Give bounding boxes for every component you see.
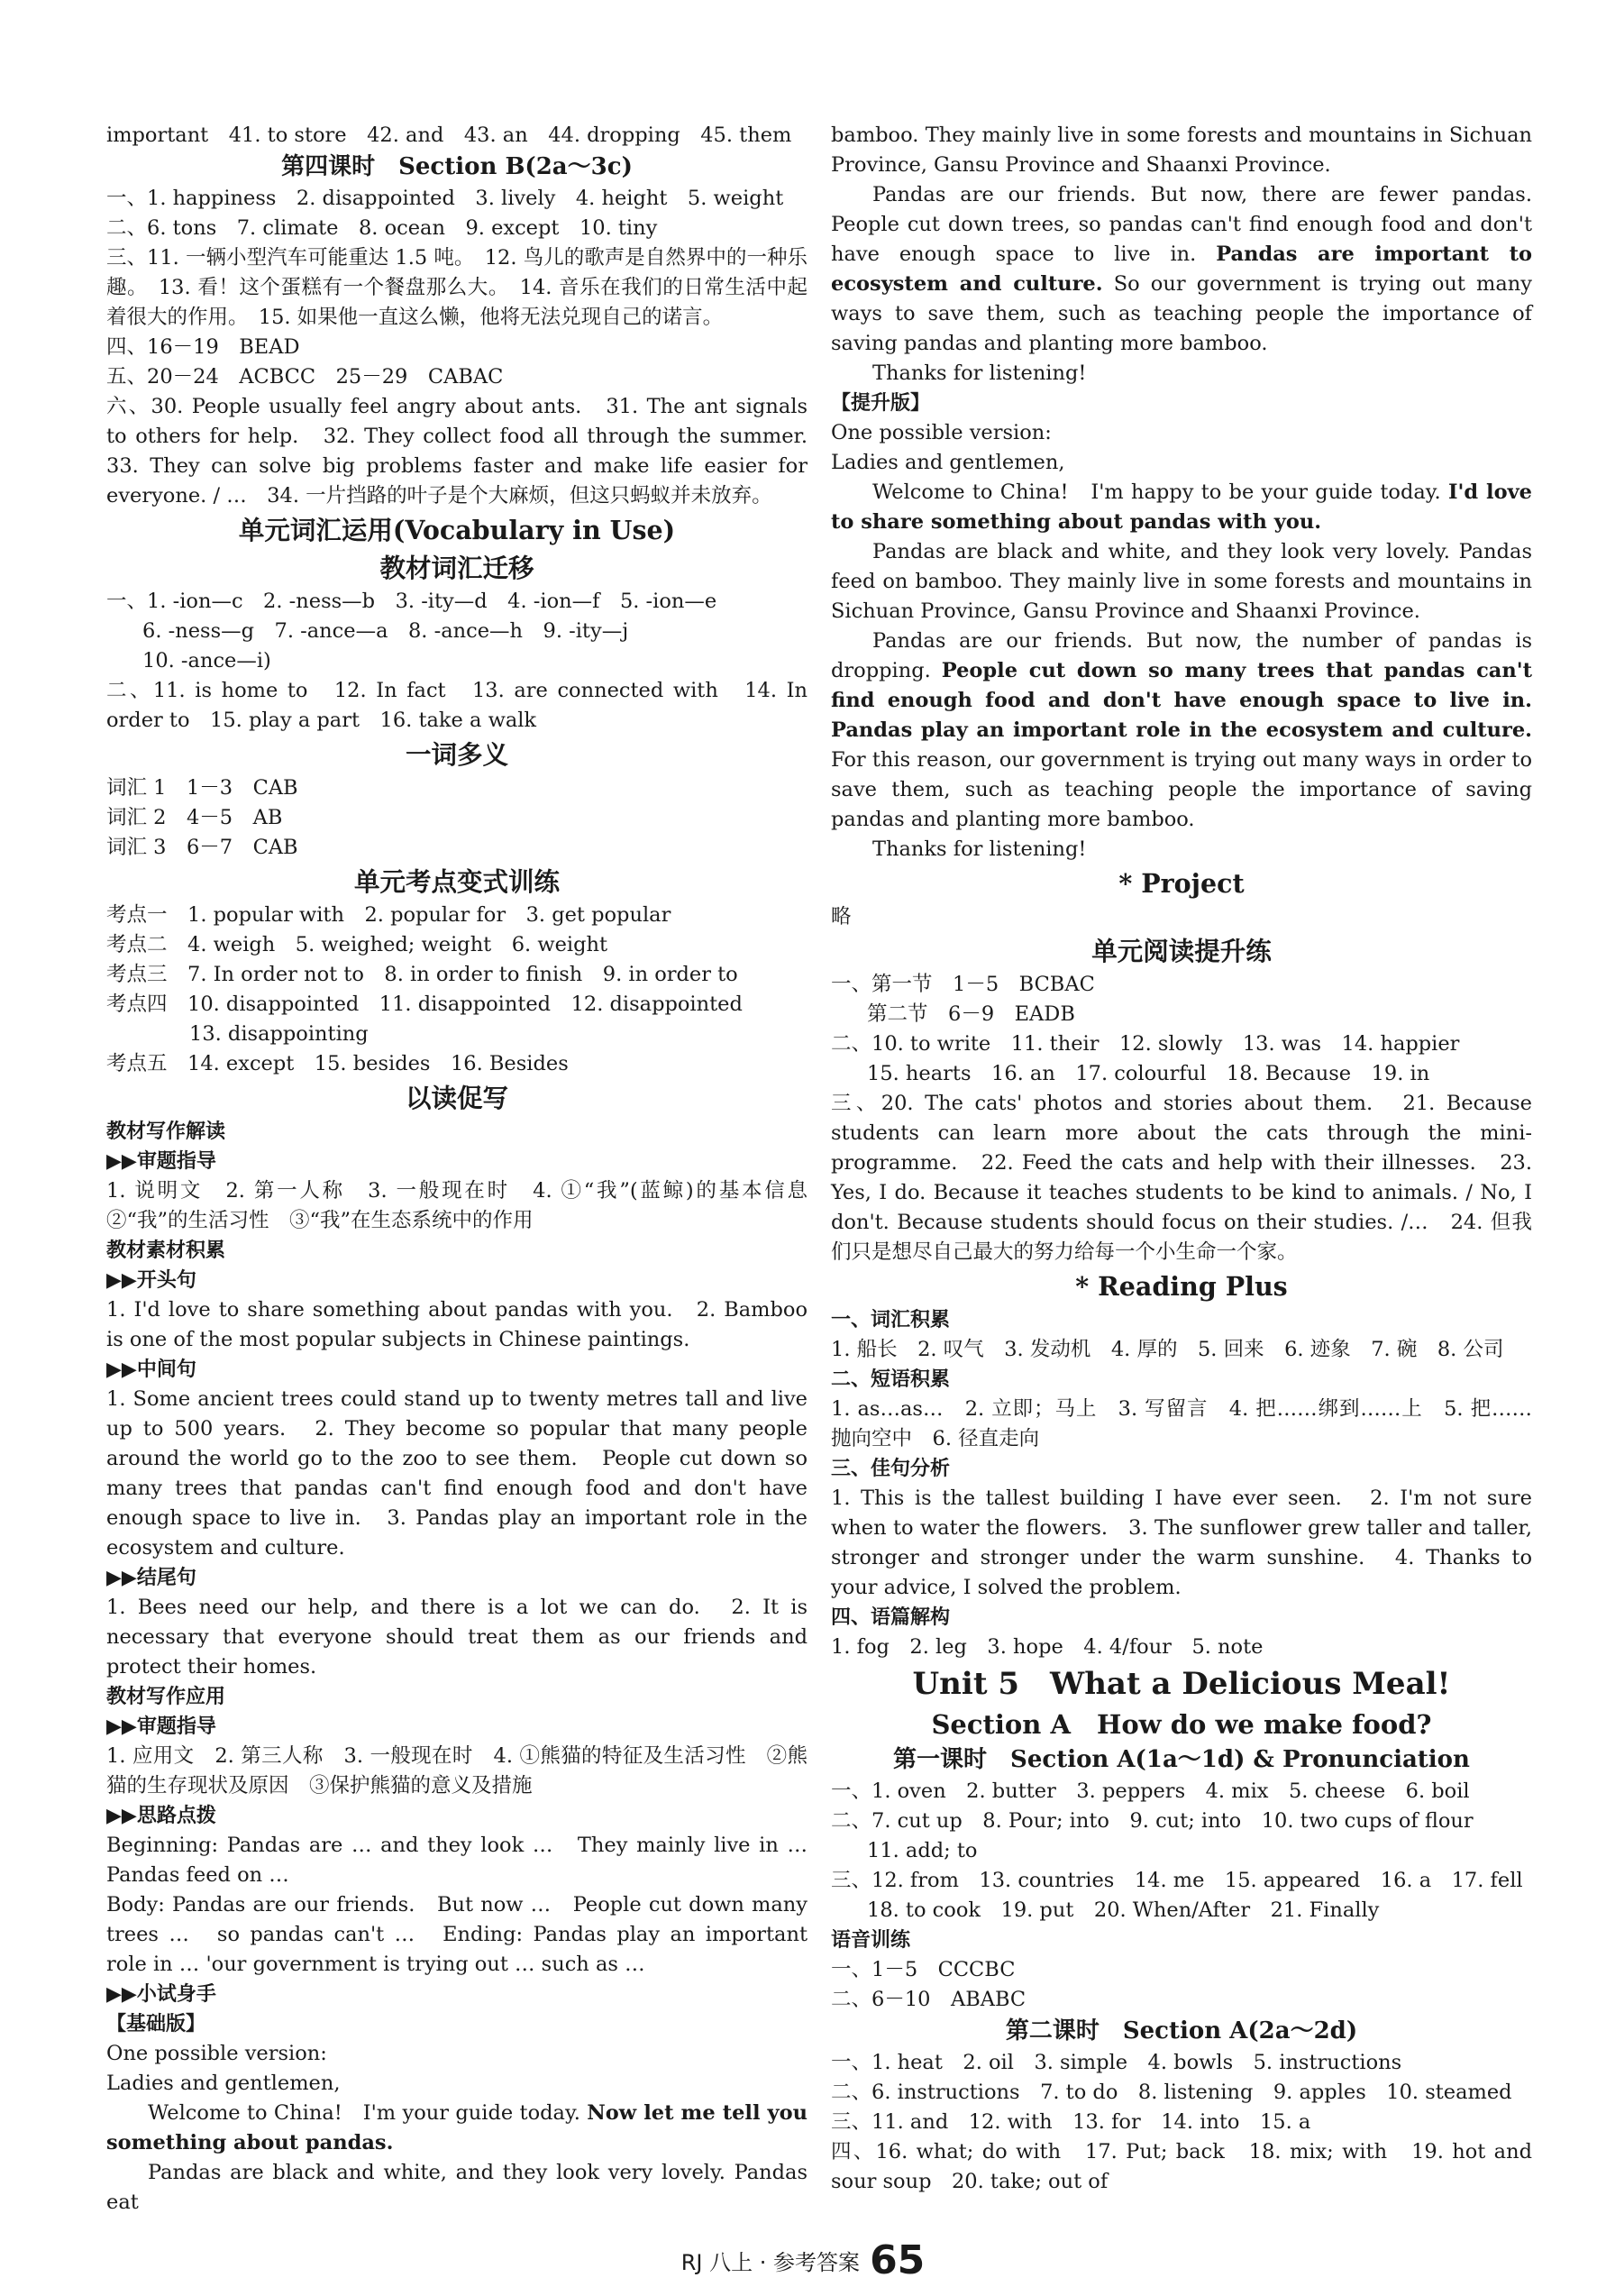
guide-heading: ▶▶思路点拨 [106, 1804, 216, 1827]
essay-paragraph [831, 478, 1532, 537]
essay-paragraph [831, 627, 1532, 835]
right-column [831, 121, 1532, 2197]
answer-line: 考点三 7. In order not to 8. in order to finish 9. in order to [106, 963, 738, 986]
unit-heading: 单元词汇运用(Vocabulary in Use) [238, 515, 676, 545]
unit-heading: 以读促写 [405, 1083, 508, 1113]
sub-heading: 教材写作解读 [106, 1120, 226, 1143]
answer-line: 一、第一节 1－5 BCBAC [831, 973, 1095, 996]
answer-line: important 41. to store 42. and 43. an 44. dropping 45. them [106, 123, 792, 147]
bold-phrase: People cut down so many trees that pandas can't find enough food and don't have enough space to live in. Pandas play an important role in the ecosystem and culture. [831, 659, 1532, 742]
answer-line: 一、1. heat 2. oil 3. simple 4. bowls 5. instructions [831, 2051, 1402, 2074]
answer-line: 考点一 1. popular with 2. popular for 3. get popular [106, 903, 671, 927]
text-run: Thanks for listening! [872, 837, 1087, 861]
left-column [106, 121, 828, 2218]
text-run: Thanks for listening! [872, 361, 1087, 385]
answer-block: 三、11. 一辆小型汽车可能重达 1.5 吨。 12. 鸟儿的歌声是自然界中的一种乐趣。 13. 看！这个蛋糕有一个餐盘那么大。 14. 音乐在我们的日常生活中起着很大的作用。 15. 如果他一直这么懒，他将无法兑现自己的诺言。 [106, 246, 808, 329]
answer-line: 考点五 14. except 15. besides 16. Besides [106, 1052, 569, 1075]
essay-paragraph [831, 835, 1532, 864]
answer-block: 四、16. what; do with 17. Put; back 18. mix; with 19. hot and sour soup 20. take; out of [831, 2140, 1532, 2193]
answer-line: 二、7. cut up 8. Pour; into 9. cut; into 10. two cups of flour [831, 1809, 1474, 1833]
sub-heading: 语音训练 [831, 1928, 911, 1952]
answer-line: 一、1. happiness 2. disappointed 3. lively 4. height 5. weight [106, 187, 784, 210]
guide-heading: ▶▶审题指导 [106, 1149, 216, 1173]
sub-heading: 三、佳句分析 [831, 1457, 951, 1480]
unit-heading: 教材词汇迁移 [379, 553, 534, 583]
unit-heading: * Project [1118, 868, 1245, 899]
unit-heading: * Reading Plus [1075, 1271, 1288, 1302]
text-run: So our government is trying out many ways to save them, such as teaching people the importance of saving pandas and planting more bamboo. [831, 272, 1532, 355]
sub-heading: 教材写作应用 [106, 1685, 226, 1708]
answer-line: 1. fog 2. leg 3. hope 4. 4/four 5. note [831, 1635, 1264, 1659]
answer-line: 考点二 4. weigh 5. weighed; weight 6. weight [106, 933, 608, 956]
essay-paragraph [106, 2158, 808, 2218]
section-heading: 第一课时 Section A(1a～1d) & Pronunciation [893, 1746, 1470, 1773]
answer-line: 考点四 10. disappointed 11. disappointed 12. disappointed [106, 992, 743, 1016]
text-run: For this reason, our government is trying out many ways in order to save them, such as teaching people the importance of saving pandas and planting more bamboo. [831, 748, 1532, 831]
answer-line: 略 [831, 905, 852, 928]
answer-line-indented: 18. to cook 19. put 20. When/After 21. Finally [867, 1898, 1380, 1922]
bold-phrase: Now let me tell you something about pandas. [106, 2101, 808, 2154]
answer-line-indented: 11. add; to [867, 1839, 978, 1862]
answer-block: 1. Bees need our help, and there is a lot we can do. 2. It is necessary that everyone should treat them as our friends and protect their homes. [106, 1596, 808, 1679]
page-footer [0, 2237, 1606, 2283]
version-label: 【基础版】 [106, 2012, 206, 2035]
unit-heading: 单元阅读提升练 [1091, 936, 1272, 966]
answer-block: 1. as…as… 2. 立即；马上 3. 写留言 4. 把……绑到……上 5. 把……抛向空中 6. 径直走向 [831, 1397, 1532, 1450]
answer-block: 1. 应用文 2. 第三人称 3. 一般现在时 4. ①熊猫的特征及生活习性 ②熊猫的生存现状及原因 ③保护熊猫的意义及措施 [106, 1744, 808, 1797]
text-run: Pandas are black and white, and they look very lovely. Pandas feed on bamboo. They mainly live in some forests and mountains in Sichuan Province, Gansu Province and Shaanxi Province. [831, 540, 1532, 623]
guide-heading: ▶▶结尾句 [106, 1566, 196, 1589]
answer-line: 一、1. -ion—c 2. -ness—b 3. -ity—d 4. -ion—f 5. -ion—e [106, 590, 717, 613]
essay-paragraph [106, 2099, 808, 2158]
sub-heading: 二、短语积累 [831, 1368, 951, 1391]
answer-line: 一、1－5 CCCBC [831, 1958, 1016, 1981]
answer-line: 三、12. from 13. countries 14. me 15. appeared 16. a 17. fell [831, 1869, 1523, 1892]
answer-block: 二、11. is home to 12. In fact 13. are connected with 14. In order to 15. play a part 16. take a walk [106, 679, 808, 732]
essay-paragraph [831, 359, 1532, 389]
answer-line: Ladies and gentlemen, [831, 451, 1065, 474]
guide-heading: ▶▶审题指导 [106, 1715, 216, 1738]
answer-block: 1. 说明文 2. 第一人称 3. 一般现在时 4. ①“我”(蓝鲸)的基本信息 ②“我”的生活习性 ③“我”在生态系统中的作用 [106, 1179, 828, 1232]
sub-heading: 教材素材积累 [106, 1239, 226, 1262]
answer-line: 二、6－10 ABABC [831, 1988, 1027, 2011]
unit-heading: 单元考点变式训练 [353, 866, 560, 897]
unit-title: Unit 5 What a Delicious Meal! [912, 1666, 1451, 1702]
essay-paragraph [831, 180, 1532, 359]
answer-block: 1. 船长 2. 叹气 3. 发动机 4. 厚的 5. 回来 6. 迹象 7. 碗 8. 公司 [831, 1338, 1504, 1361]
section-heading: 第四课时 Section B(2a～3c) [281, 153, 633, 180]
answer-line-indented: 13. disappointing [189, 1022, 369, 1046]
answer-line: Ladies and gentlemen, [106, 2072, 341, 2095]
text-run: Welcome to China! I'm your guide today. [148, 2101, 588, 2125]
bold-phrase: I'd love to share something about pandas with you. [831, 480, 1532, 534]
footer-label: RJ 八上 · 参考答案 [680, 2250, 860, 2275]
text-run: Pandas are our friends. But now, the number of pandas is dropping. [831, 629, 1532, 682]
answer-block: Beginning: Pandas are … and they look … They mainly live in … Pandas feed on … [106, 1834, 808, 1887]
guide-heading: ▶▶中间句 [106, 1358, 196, 1381]
version-label: 【提升版】 [831, 391, 931, 415]
answer-line: 词汇 2 4－5 AB [106, 806, 283, 829]
answer-block: bamboo. They mainly live in some forests and mountains in Sichuan Province, Gansu Province and Shaanxi Province. [831, 123, 1532, 177]
text-run: Welcome to China! I'm happy to be your guide today. [872, 480, 1448, 504]
answer-line: One possible version: [831, 421, 1052, 444]
answer-block: 1. Some ancient trees could stand up to twenty metres tall and live up to 500 years. 2. They become so popular that many people around the world go to the zoo to see them. People cut down so many trees that pandas can't find enough food and don't have enough space to live in. 3. Pandas play an important role in the ecosystem and culture. [106, 1387, 808, 1560]
answer-line: 四、16－19 BEAD [106, 335, 300, 359]
text-run: Pandas are our friends. But now, there are fewer pandas. People cut down trees, so pandas can't find enough food and don't have enough space to live in. [831, 183, 1532, 266]
answer-block: 1. I'd love to share something about pandas with you. 2. Bamboo is one of the most popular subjects in Chinese paintings. [106, 1298, 808, 1351]
guide-heading: ▶▶开头句 [106, 1268, 196, 1292]
answer-line-indented: 第二节 6－9 EADB [867, 1002, 1075, 1026]
answer-line-indented: 10. -ance—i) [142, 649, 271, 672]
answer-line: One possible version: [106, 2042, 327, 2065]
answer-block: Body: Pandas are our friends. But now … People cut down many trees … so pandas can't … Ending: Pandas play an important role in … 'our government is trying out … such as … [106, 1893, 808, 1976]
answer-line: 五、20－24 ACBCC 25－29 CABAC [106, 365, 504, 389]
unit-heading: 一词多义 [405, 739, 508, 770]
essay-paragraph [831, 537, 1532, 627]
answer-line: 词汇 1 1－3 CAB [106, 776, 298, 800]
section-title: Section A How do we make food? [931, 1709, 1432, 1740]
answer-line: 三、11. and 12. with 13. for 14. into 15. a [831, 2110, 1311, 2134]
guide-heading: ▶▶小试身手 [106, 1982, 216, 2006]
answer-line: 词汇 3 6－7 CAB [106, 836, 298, 859]
answer-block: 三、20. The cats' photos and stories about them. 21. Because students can learn more about the cats through the mini-programme. 22. Feed the cats and help with their illnesses. 23. Yes, I do. Because it teaches students to be kind to animals. / No, I don't. Because students should focus on their studies. /… 24. 但我们只是想尽自己最大的努力给每一个小生命一个家。 [831, 1092, 1532, 1264]
section-heading: 第二课时 Section A(2a～2d) [1005, 2017, 1358, 2044]
sub-heading: 一、词汇积累 [831, 1308, 951, 1331]
answer-line: 二、6. tons 7. climate 8. ocean 9. except 10. tiny [106, 216, 658, 240]
answer-line-indented: 6. -ness—g 7. -ance—a 8. -ance—h 9. -ity—j [142, 619, 629, 643]
page-number: 65 [870, 2237, 926, 2283]
sub-heading: 四、语篇解构 [831, 1605, 951, 1629]
text-run: Pandas are black and white, and they look very lovely. Pandas eat [106, 2161, 808, 2214]
answer-line: 二、6. instructions 7. to do 8. listening 9. apples 10. steamed [831, 2081, 1512, 2104]
bold-phrase: Pandas are important to ecosystem and culture. [831, 242, 1532, 296]
answer-line: 一、1. oven 2. butter 3. peppers 4. mix 5. cheese 6. boil [831, 1779, 1470, 1803]
answer-block: 六、30. People usually feel angry about ants. 31. The ant signals to others for help. 32. They collect food all through the summer. 33. They can solve big problems faster and make life easier for everyone. / … 34. 一片挡路的叶子是个大麻烦，但这只蚂蚁并未放弃。 [106, 395, 828, 508]
answer-block: 1. This is the tallest building I have ever seen. 2. I'm not sure when to water the flowers. 3. The sunflower grew taller and taller, stronger and stronger under the warm sunshine. 4. Thanks to your advice, I solved the problem. [831, 1486, 1532, 1599]
answer-line-indented: 15. hearts 16. an 17. colourful 18. Because 19. in [867, 1062, 1430, 1085]
answer-line: 二、10. to write 11. their 12. slowly 13. was 14. happier [831, 1032, 1460, 1056]
